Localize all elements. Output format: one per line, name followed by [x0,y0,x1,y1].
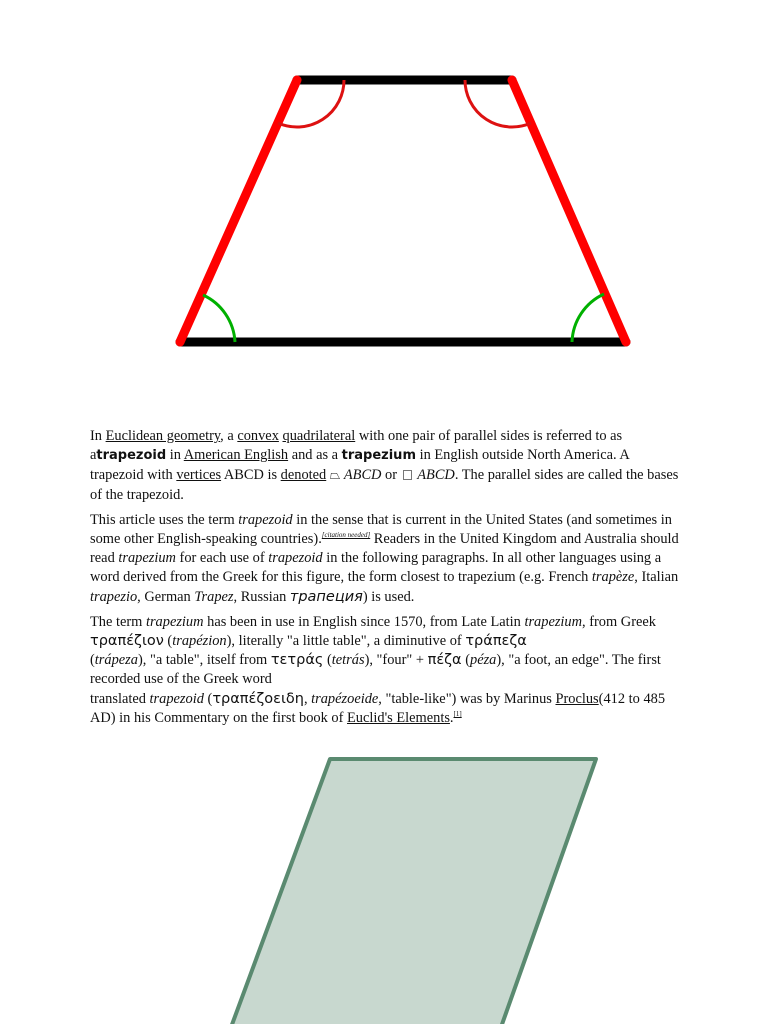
term: trapezoid [268,550,323,567]
text: ( [461,652,470,669]
article-text [90,427,680,734]
text: in the following paragraphs. In all other languages using a word derived from the Greek for this figure, the form closest to trapezium (e.g. French [90,550,662,586]
term: trapezium [145,613,204,630]
text: ( [163,633,173,650]
text: ( [90,652,95,669]
bottom-left-angle-arc [203,295,235,342]
text: in [166,447,184,464]
term: Trapez [194,588,234,605]
citation-needed-link[interactable]: [citation needed] [321,531,371,540]
text: In [90,428,106,444]
text: ), "a table", itself from [137,652,271,669]
greek-word: τραπέζιον [90,633,164,650]
text: , [303,690,312,707]
text: ), "four" + [364,652,428,669]
transliteration: trapézion [172,633,227,650]
bottom-right-angle-arc [572,294,604,342]
transliteration: péza [470,652,497,669]
text: , a [220,428,238,444]
text: in the sense that is current in the United States (and sometimes in some other English-speaking countries). [90,511,672,548]
text: ( [203,690,213,707]
text: ), literally "a little table", a diminutive of [226,633,466,650]
text: ), "a foot, an edge". The first recorded use of the Greek word [90,652,661,688]
paragraph-etymology [90,613,680,728]
text: The term [90,613,146,630]
text: ) is used. [362,588,415,605]
right-leg [512,80,626,342]
parallelogram-shape [230,759,596,1024]
text: ( [323,652,332,669]
text: and as a [288,447,342,464]
greek-word: τράπεζα [465,633,527,650]
term: trapezoid [238,511,293,528]
greek-word: τραπέζοειδη [212,690,304,707]
link-euclids-elements[interactable]: Euclid's Elements [347,709,450,726]
term-russian: трапеция [289,588,363,605]
citation-link[interactable]: [1] [453,709,462,718]
link-quadrilateral[interactable]: quadrilateral [282,428,356,444]
greek-word: πέζα [427,652,462,669]
greek-word: τετράς [270,652,324,669]
term: trapezium [118,550,176,567]
text: , from Greek [582,613,656,630]
text: , Russian [233,588,290,605]
text: . [449,709,454,726]
link-euclidean-geometry[interactable]: Euclidean geometry [105,428,221,444]
notation-abcd: ABCD [343,467,382,484]
missing-glyph-icon [403,470,412,480]
text: Readers in the United Kingdom and Australia should read [90,531,679,567]
term: trapèze [591,569,635,586]
text: . The parallel sides are called the bases of the trapezoid. [90,467,679,503]
link-american-english[interactable]: American English [183,447,289,464]
term: trapezium [524,613,583,630]
link-convex[interactable]: convex [237,428,279,444]
text: in English outside North America. A trapezoid with [90,447,630,484]
notation-abcd: ABCD [417,467,455,484]
paragraph-definition [90,427,680,505]
left-leg [180,80,297,342]
link-vertices[interactable]: vertices [176,467,222,484]
paragraph-usage [90,511,680,607]
text: , "table-like") was by Marinus [378,690,556,707]
trapezoid-figure [0,0,768,400]
link-proclus[interactable]: Proclus [555,690,599,707]
text: translated [90,690,150,707]
text: , German [137,588,195,605]
term: trapezio [90,588,138,605]
text: has been in use in English since 1570, from Late Latin [203,613,525,630]
text: This article uses the term [90,511,239,528]
link-denoted[interactable]: denoted [280,467,327,484]
term: trapezoid [149,690,204,707]
transliteration: trápeza [94,652,138,669]
text: , Italian [634,569,679,586]
text: for each use of [175,550,269,567]
trapezium-symbol-icon: ⏢ [329,467,341,483]
transliteration: trapézoeide [311,690,379,707]
term-trapezium: trapezium [341,448,416,464]
text: (412 to 485 AD) in his Commentary on the first book of [90,690,666,726]
text: with one pair of parallel sides is referred to as a [90,428,623,464]
transliteration: tetrás [331,652,365,669]
text: or [381,467,401,484]
text: ABCD is [221,467,281,484]
term-trapezoid: trapezoid [96,448,167,464]
